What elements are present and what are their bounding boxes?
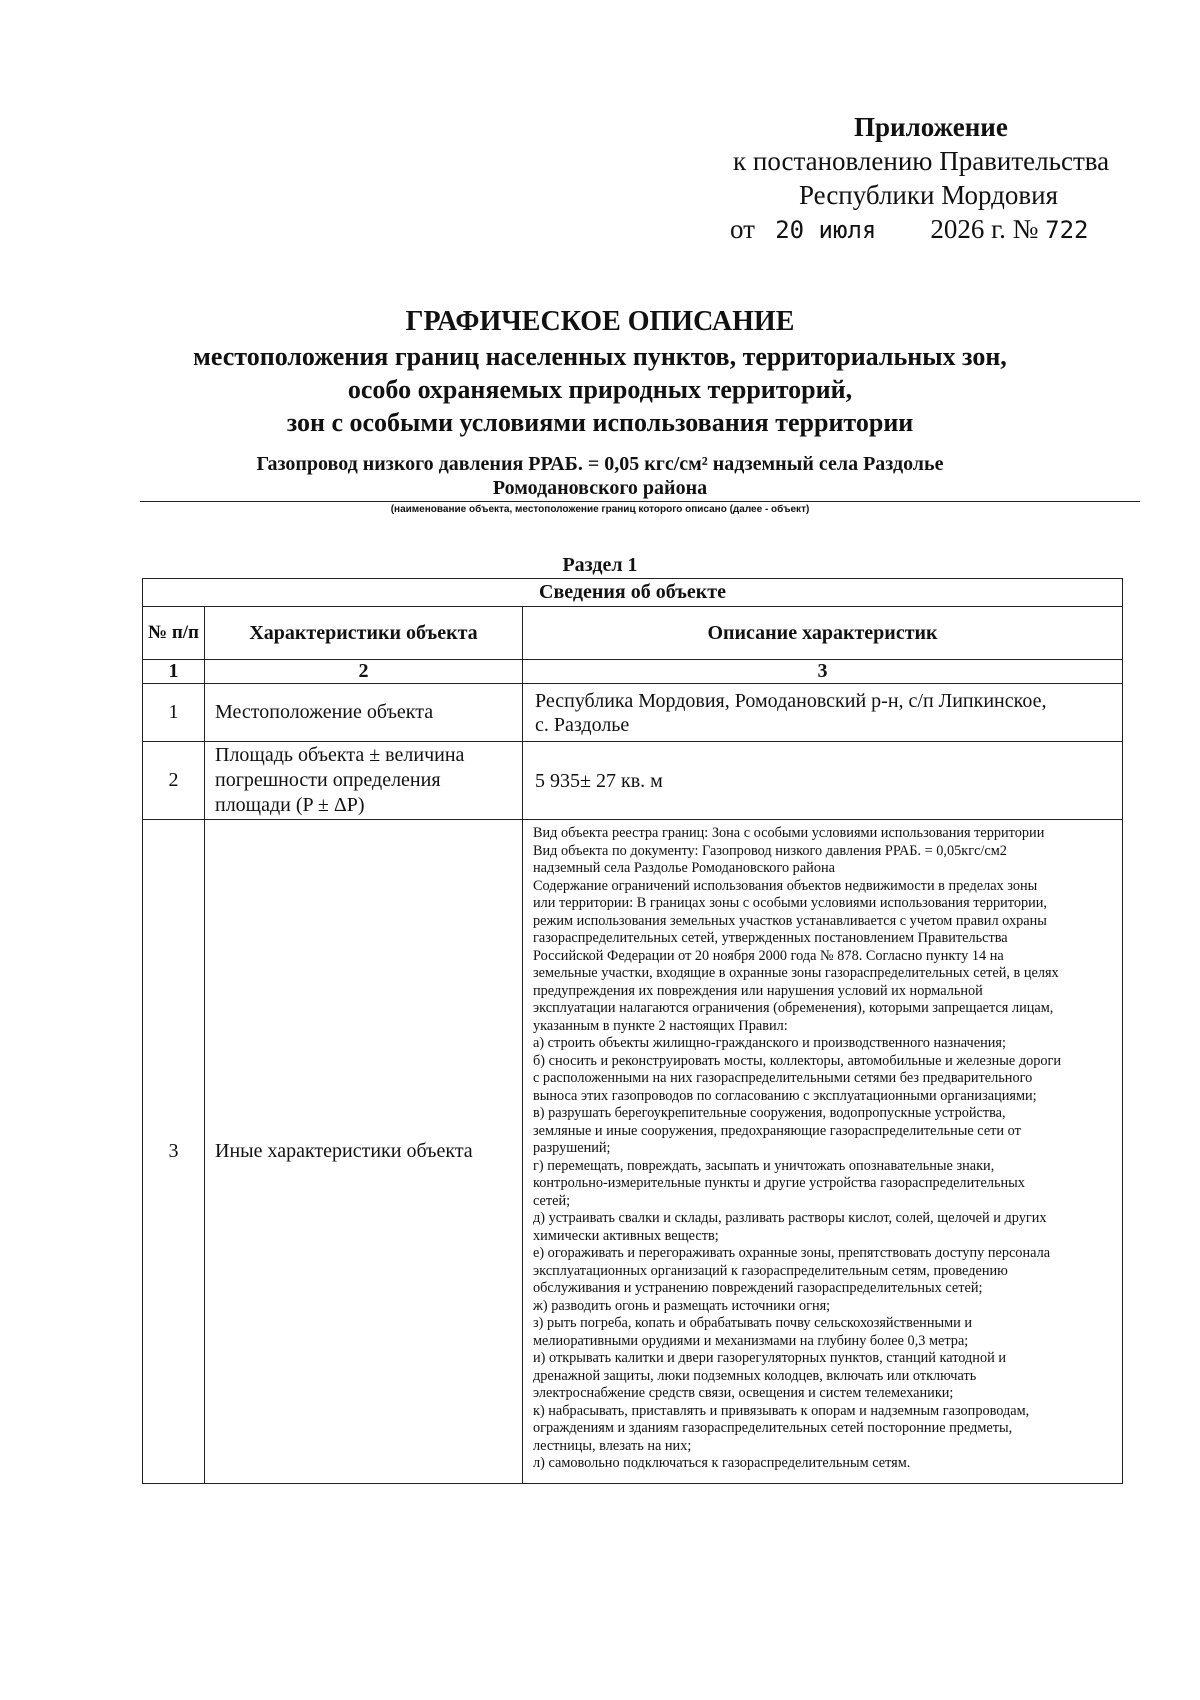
row-description xyxy=(523,820,1123,1484)
document-subtitle-line-2: особо охраняемых природных территорий, xyxy=(347,375,853,404)
row-number: 3 xyxy=(143,820,205,1484)
column-number: 2 xyxy=(205,660,523,684)
description-line: г) перемещать, повреждать, засыпать и уничтожать опознавательные знаки, xyxy=(533,1157,995,1174)
row-characteristic: Местоположение объекта xyxy=(205,684,523,742)
object-name-note: (наименование объекта, местоположение границ которого описано (далее - объект) xyxy=(390,504,810,515)
description-line: Вид объекта реестра границ: Зона с особыми условиями использования территории xyxy=(533,825,1045,841)
description-line: а) строить объекты жилищно-гражданского и производственного назначения; xyxy=(533,1035,1006,1051)
description-line: сетей; xyxy=(533,1192,571,1209)
description-line: к) набрасывать, приставлять и привязывать к опорам и надземным газопроводам, xyxy=(533,1402,1030,1419)
description-line: режим использования земельных участков устанавливается с учетом правил охраны xyxy=(533,912,1047,929)
table-row xyxy=(143,820,1123,1484)
decree-number: 722 xyxy=(1045,216,1089,244)
object-info-table xyxy=(142,578,1123,1484)
document-subtitle-line-3: зон с особыми условиями использования территории xyxy=(286,408,914,437)
description-line: мелиоративными орудиями и механизмами на глубину более 0,3 метра; xyxy=(533,1332,969,1349)
document-title: ГРАФИЧЕСКОЕ ОПИСАНИЕ xyxy=(405,306,795,337)
table-row xyxy=(143,742,1123,820)
description-line: ограждениям и зданиям газораспределительных сетей посторонние предметы, xyxy=(533,1420,1013,1436)
from-label: от xyxy=(730,214,755,244)
section-title: Раздел 1 xyxy=(562,554,638,576)
description-line: дренажной защиты, люки подземных колодцев, включать или отключать xyxy=(533,1367,977,1384)
characteristic-line: площади (P ± ΔP) xyxy=(215,794,365,816)
table-header-row xyxy=(143,607,1123,660)
description-line: или территории: В границах зоны с особыми условиями использования территории, xyxy=(533,895,1047,911)
description-line: эксплуатационных организаций к газораспределительным сетям, проведению xyxy=(533,1262,1008,1279)
description-line: лестницы, влезать на них; xyxy=(533,1437,692,1454)
characteristic-line: погрешности определения xyxy=(215,769,441,791)
description-line: Республика Мордовия, Ромодановский р-н, с/п Липкинское, xyxy=(535,689,1047,712)
description-line: л) самовольно подключаться к газораспределительным сетям. xyxy=(533,1455,911,1471)
description-line: д) устраивать свалки и склады, разливать растворы кислот, солей, щелочей и других xyxy=(533,1210,1047,1226)
header-characteristic: Характеристики объекта xyxy=(205,607,523,660)
description-line: с. Раздолье xyxy=(535,713,630,736)
characteristic-line: Площадь объекта ± величина xyxy=(215,744,465,766)
appendix-date-line xyxy=(730,214,1089,245)
object-name-line-1: Газопровод низкого давления PРАБ. = 0,05 кгс/см² надземный села Раздолье xyxy=(256,453,944,475)
appendix-title: Приложение xyxy=(854,112,1008,142)
object-name-line-2: Ромодановского района xyxy=(492,477,708,499)
description-line: контрольно-измерительные пункты и другие устройства газораспределительных xyxy=(533,1175,1025,1191)
table-row xyxy=(143,684,1123,742)
row-characteristic xyxy=(205,742,523,820)
row-number: 2 xyxy=(143,742,205,820)
description-line: химически активных веществ; xyxy=(533,1227,719,1244)
description-line: разрушений; xyxy=(533,1140,611,1156)
appendix-line-1: к постановлению Правительства xyxy=(733,146,1110,176)
description-line: Российской Федерации от 20 ноября 2000 года № 878. Согласно пункту 14 на xyxy=(533,947,1004,964)
description-line: предупреждения их повреждения или нарушения условий их нормальной xyxy=(533,982,983,999)
description-line: выноса этих газопроводов по согласованию с эксплуатационными организациями; xyxy=(533,1087,1037,1104)
document-subtitle-line-1: местоположения границ населенных пунктов, территориальных зон, xyxy=(193,342,1007,371)
description-line: б) сносить и реконструировать мосты, коллекторы, автомобильные и железные дороги xyxy=(533,1052,1062,1069)
description-line: з) рыть погреба, копать и обрабатывать почву сельскохозяйственными и xyxy=(533,1315,973,1331)
description-line: электроснабжение средств связи, освещения и систем телемеханики; xyxy=(533,1385,954,1401)
description-line: обслуживания и устранению повреждений газораспределительных сетей; xyxy=(533,1280,983,1296)
table-caption: Сведения об объекте xyxy=(143,579,1123,607)
description-line: Содержание ограничений использования объектов недвижимости в пределах зоны xyxy=(533,877,1038,894)
description-line: ж) разводить огонь и размещать источники огня; xyxy=(533,1297,831,1314)
column-number-row xyxy=(143,660,1123,684)
description-line: и) открывать калитки и двери газорегуляторных пунктов, станций катодной и xyxy=(533,1350,1006,1366)
header-description: Описание характеристик xyxy=(523,607,1123,660)
date-year: 2026 г. № xyxy=(930,214,1039,244)
header-num: № п/п xyxy=(143,607,205,660)
description-line: в) разрушать берегоукрепительные сооружения, водопропускные устройства, xyxy=(533,1105,1006,1121)
description-line: указанным в пункте 2 настоящих Правил: xyxy=(533,1017,788,1034)
row-description xyxy=(523,684,1123,742)
description-line: земляные и иные сооружения, предохраняющие газораспределительные сети от xyxy=(533,1122,1021,1139)
column-number: 3 xyxy=(523,660,1123,684)
row-characteristic: Иные характеристики объекта xyxy=(205,820,523,1484)
description-line: надземный села Раздолье Ромодановского района xyxy=(533,860,835,876)
date-day-month: 20 июля xyxy=(775,216,877,244)
description-line: эксплуатации налагаются ограничения (обременения), которыми запрещается лицам, xyxy=(533,1000,1054,1016)
description-line: земельные участки, входящие в охранные зоны газораспределительных сетей, в целях xyxy=(533,965,1059,981)
object-name-underline xyxy=(140,501,1140,502)
description-line: газораспределительных сетей, утвержденных постановлением Правительства xyxy=(533,930,1008,946)
row-description: 5 935± 27 кв. м xyxy=(523,742,1123,820)
row-number: 1 xyxy=(143,684,205,742)
description-line: с расположенными на них газораспределительными сетями без предварительного xyxy=(533,1070,1033,1086)
description-line: Вид объекта по документу: Газопровод низкого давления PРАБ. = 0,05кгс/см2 xyxy=(533,842,1007,859)
appendix-line-2: Республики Мордовия xyxy=(799,180,1059,210)
description-line: е) огораживать и перегораживать охранные зоны, препятствовать доступу персонала xyxy=(533,1245,1051,1261)
column-number: 1 xyxy=(143,660,205,684)
